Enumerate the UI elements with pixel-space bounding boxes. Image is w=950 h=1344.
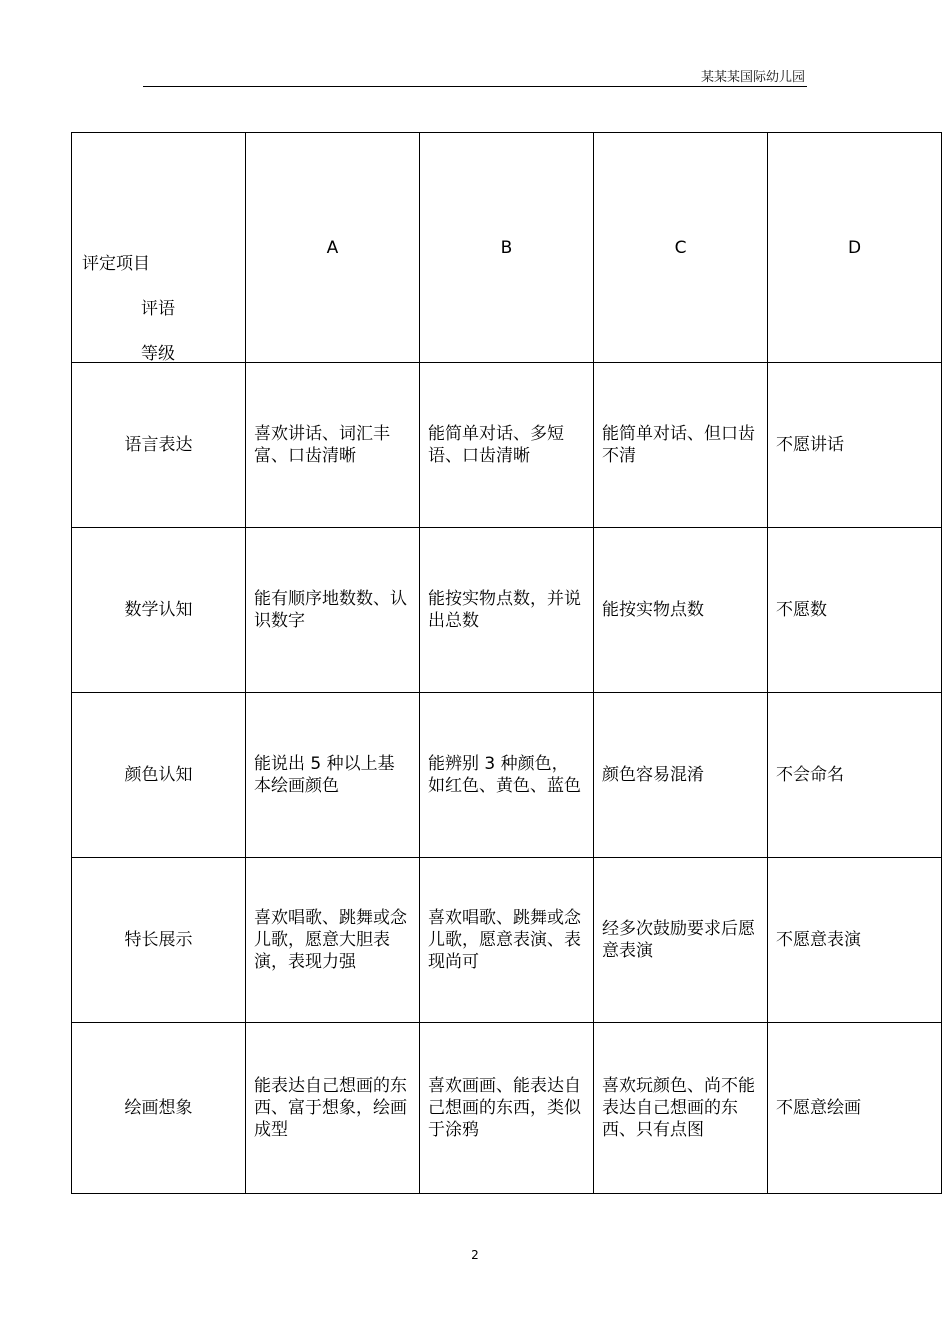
header-divider — [143, 86, 807, 87]
item-name: 绘画想象 — [72, 1023, 246, 1194]
table-row — [72, 528, 942, 693]
item-name: 颜色认知 — [72, 693, 246, 858]
grade-header-a: A — [246, 133, 420, 363]
table-row — [72, 858, 942, 1023]
grade-header-d: D — [768, 133, 942, 363]
table-cell: 不愿意表演 — [768, 858, 942, 1023]
table-cell: 能表达自己想画的东西、富于想象，绘画成型 — [246, 1023, 420, 1194]
grade-header-b: B — [420, 133, 594, 363]
table-cell: 能辨别 3 种颜色，如红色、黄色、蓝色 — [420, 693, 594, 858]
evaluation-table — [71, 132, 942, 1194]
table-cell: 能按实物点数，并说出总数 — [420, 528, 594, 693]
table-cell: 喜欢玩颜色、尚不能表达自己想画的东西、只有点图 — [594, 1023, 768, 1194]
table-cell: 不愿讲话 — [768, 363, 942, 528]
table-cell: 不会命名 — [768, 693, 942, 858]
item-name: 特长展示 — [72, 858, 246, 1023]
table-cell: 不愿意绘画 — [768, 1023, 942, 1194]
table-header-row — [72, 133, 942, 363]
table-cell: 能简单对话、但口齿不清 — [594, 363, 768, 528]
corner-label-item: 评定项目 — [82, 254, 150, 274]
table-cell: 喜欢画画、能表达自己想画的东西，类似于涂鸦 — [420, 1023, 594, 1194]
header-title: 某某某国际幼儿园 — [700, 70, 805, 85]
table-cell: 能有顺序地数数、认识数字 — [246, 528, 420, 693]
table-cell: 颜色容易混淆 — [594, 693, 768, 858]
table-cell: 能按实物点数 — [594, 528, 768, 693]
corner-cell — [72, 133, 246, 363]
grade-header-c: C — [594, 133, 768, 363]
table-row — [72, 363, 942, 528]
page-number: 2 — [471, 1248, 479, 1262]
table-cell: 不愿数 — [768, 528, 942, 693]
table-cell: 喜欢讲话、词汇丰富、口齿清晰 — [246, 363, 420, 528]
corner-label-grade: 等级 — [141, 344, 175, 364]
item-name: 语言表达 — [72, 363, 246, 528]
table-cell: 能简单对话、多短语、口齿清晰 — [420, 363, 594, 528]
table-row — [72, 693, 942, 858]
table-cell: 喜欢唱歌、跳舞或念儿歌，愿意表演、表现尚可 — [420, 858, 594, 1023]
table-cell: 能说出 5 种以上基本绘画颜色 — [246, 693, 420, 858]
table-row — [72, 1023, 942, 1194]
table-cell: 经多次鼓励要求后愿意表演 — [594, 858, 768, 1023]
corner-label-comment: 评语 — [141, 299, 175, 319]
item-name: 数学认知 — [72, 528, 246, 693]
table-cell: 喜欢唱歌、跳舞或念儿歌，愿意大胆表演，表现力强 — [246, 858, 420, 1023]
